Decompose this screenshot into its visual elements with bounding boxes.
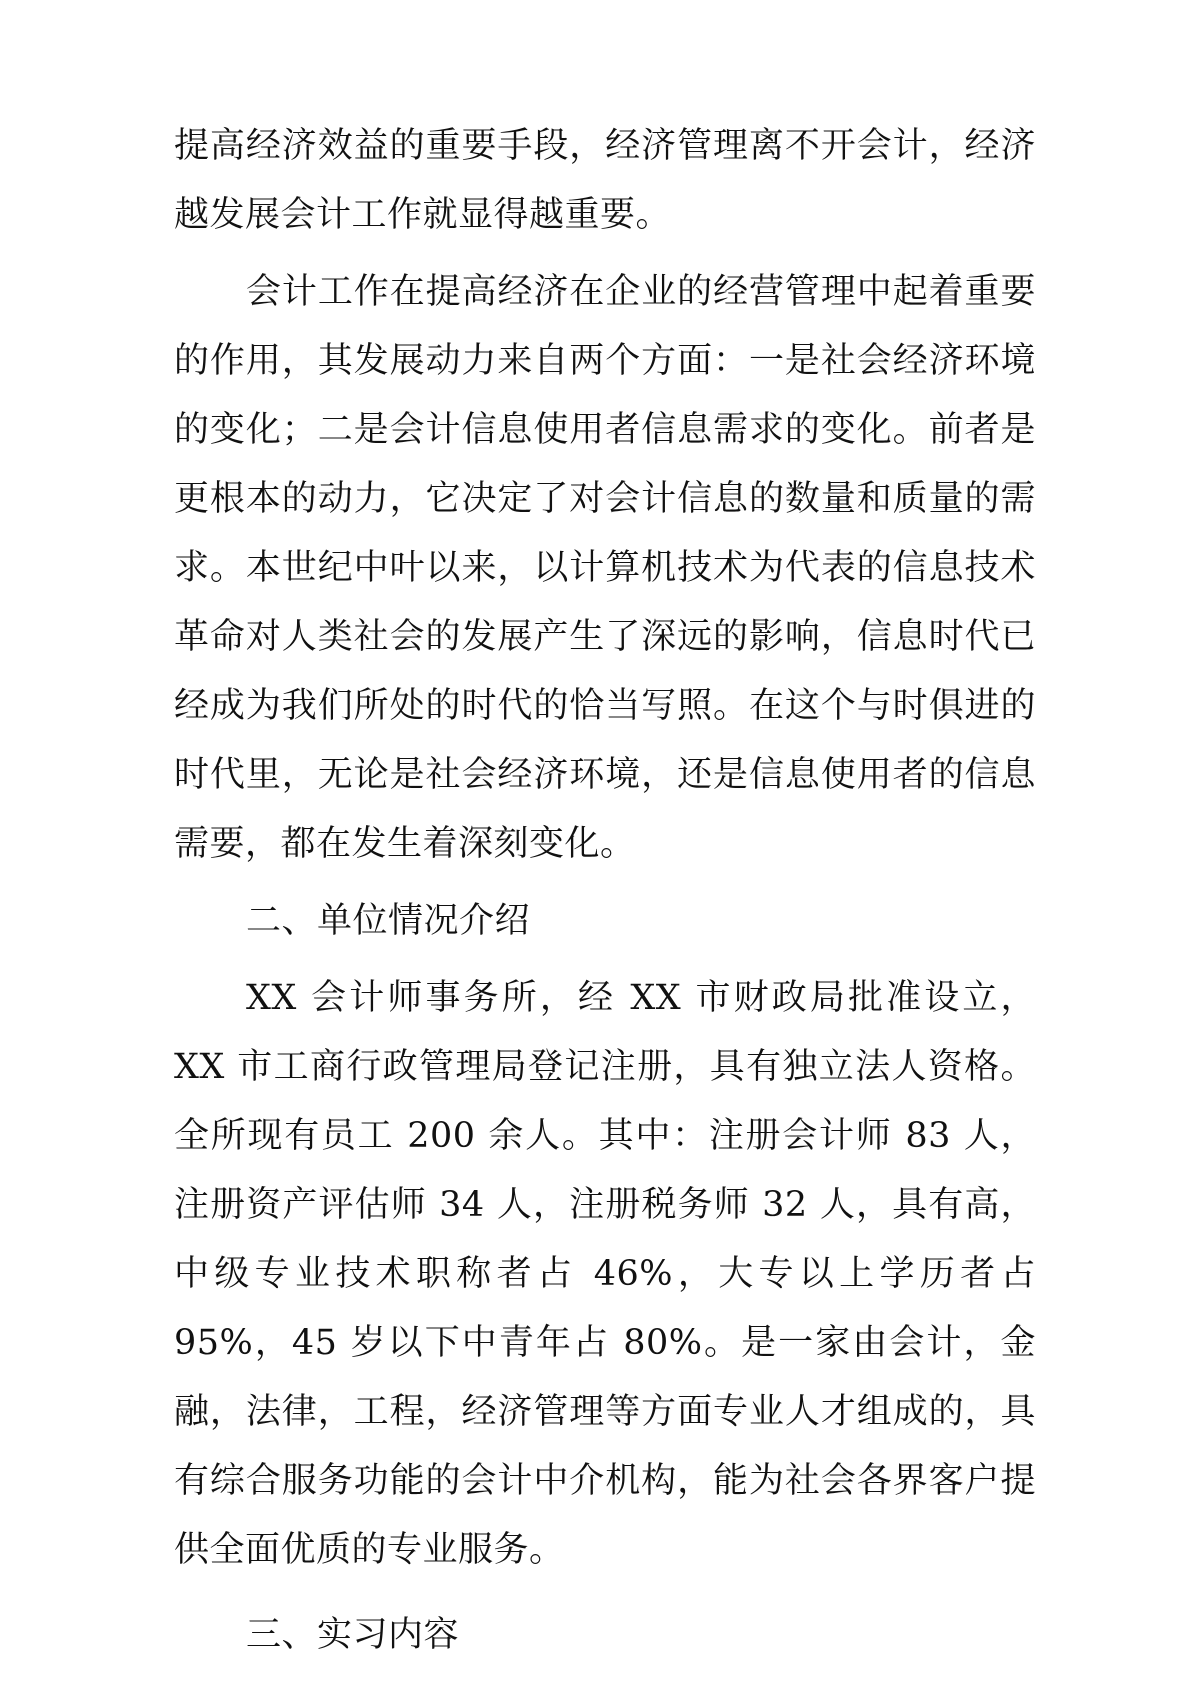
section-heading-internship-content: 三、实习内容 [246,1615,460,1655]
paragraph-accounting-role: 会计工作在提高经济在企业的经营管理中起着重要的作用，其发展动力来自两个方面：一是社会经济环境的变化；二是会计信息使用者信息需求的变化。前者是更根本的动力，它决定了对会计信息的数量和质量的需求。本世纪中叶以来，以计算机技术为代表的信息技术革命对人类社会的发展产生了深远的影响，信息时代已经成为我们所处的时代的恰当写照。在这个与时俱进的时代里，无论是社会经济环境，还是信息使用者的信息需要，都在发生着深刻变化。 [174,272,1036,864]
section-heading-unit-introduction: 二、单位情况介绍 [246,901,531,941]
document-body [174,112,1036,1670]
paragraph-firm-description: XX 会计师事务所，经 XX 市财政局批准设立，XX 市工商行政管理局登记注册，具有独立法人资格。全所现有员工 200 余人。其中：注册会计师 83 人，注册资产评估师 34 人，注册税务师 32 人，具有高，中级专业技术职称者占 46%，大专以上学历者占 95%，45 岁以下中青年占 80%。是一家由会计，金融，法律，工程，经济管理等方面专业人才组成的，具有综合服务功能的会计中介机构，能为社会各界客户提供全面优质的专业服务。 [174,978,1036,1570]
paragraph-continuation: 提高经济效益的重要手段，经济管理离不开会计，经济越发展会计工作就显得越重要。 [174,126,1036,235]
